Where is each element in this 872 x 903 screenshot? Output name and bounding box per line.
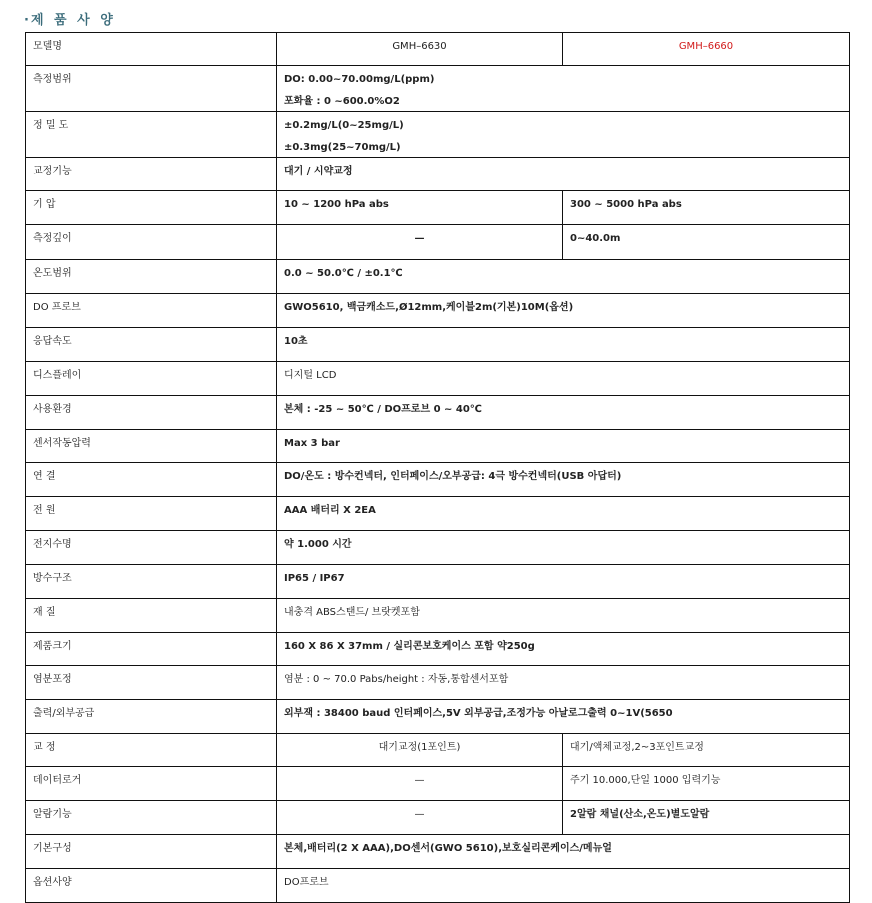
row-label: 온도범위 bbox=[33, 268, 72, 279]
table-row bbox=[26, 328, 850, 362]
row-label: 옵션사양 bbox=[33, 877, 72, 888]
row-label: 기본구성 bbox=[33, 843, 72, 854]
row-value-a: — bbox=[414, 775, 425, 786]
row-value: 약 1.000 시간 bbox=[284, 539, 352, 550]
row-value: ±0.2mg/L(0~25mg/L) bbox=[284, 120, 404, 131]
row-label: 기 압 bbox=[33, 199, 56, 210]
model-b: GMH–6660 bbox=[563, 33, 850, 66]
table-row bbox=[26, 260, 850, 294]
table-row bbox=[26, 362, 850, 396]
row-value-a: — bbox=[414, 233, 425, 244]
table-row-header bbox=[26, 33, 850, 66]
row-value: 디지털 LCD bbox=[284, 370, 337, 381]
row-label: 알람기능 bbox=[33, 809, 72, 820]
table-row bbox=[26, 66, 850, 112]
row-value: 0.0 ~ 50.0℃ / ±0.1℃ bbox=[284, 268, 403, 279]
table-row bbox=[26, 112, 850, 158]
row-label: 제품크기 bbox=[33, 641, 72, 652]
row-value: GWO5610, 백금캐소드,Ø12mm,케이블2m(기본)10M(옵션) bbox=[284, 302, 574, 313]
table-row bbox=[26, 531, 850, 565]
row-label: 정 밀 도 bbox=[33, 120, 69, 131]
row-value-a: 10 ~ 1200 hPa abs bbox=[284, 199, 389, 210]
row-label: 사용환경 bbox=[33, 404, 72, 415]
row-value: 10초 bbox=[284, 336, 308, 347]
row-value-b: 2알람 채널(산소,온도)별도알람 bbox=[570, 809, 710, 820]
row-value: DO: 0.00~70.00mg/L(ppm) bbox=[284, 74, 435, 85]
table-row bbox=[26, 767, 850, 801]
row-value: 내충격 ABS스탠드/ 브랏켓포함 bbox=[284, 607, 420, 618]
row-label: 측정범위 bbox=[33, 74, 72, 85]
table-row bbox=[26, 497, 850, 531]
table-row bbox=[26, 565, 850, 599]
table-row bbox=[26, 599, 850, 633]
row-value: 160 X 86 X 37mm / 실리콘보호케이스 포함 약250g bbox=[284, 641, 535, 652]
table-row bbox=[26, 700, 850, 734]
row-label: DO 프로브 bbox=[33, 302, 81, 313]
row-label: 측정깊이 bbox=[33, 233, 72, 244]
row-label: 데이터로거 bbox=[33, 775, 82, 786]
row-value: IP65 / IP67 bbox=[284, 573, 345, 584]
row-value: 대기 / 시약교정 bbox=[284, 166, 353, 177]
row-value-b: 주기 10.000,단일 1000 입력기능 bbox=[570, 775, 721, 786]
row-value-b: 대기/액체교정,2~3포인트교정 bbox=[570, 742, 704, 753]
row-label: 방수구조 bbox=[33, 573, 72, 584]
table-row bbox=[26, 801, 850, 835]
row-label: 전지수명 bbox=[33, 539, 72, 550]
section-title: · 제 품 사 양 bbox=[24, 13, 116, 28]
row-label: 교정기능 bbox=[33, 166, 72, 177]
row-value: 외부잭 : 38400 baud 인터페이스,5V 외부공급,조정가능 아날로그출력 0~1V(5650 bbox=[284, 708, 673, 719]
row-value: Max 3 bar bbox=[284, 438, 340, 449]
table-row bbox=[26, 158, 850, 191]
row-label: 교 정 bbox=[33, 742, 56, 753]
row-label: 센서작동압력 bbox=[33, 438, 91, 449]
row-label: 응답속도 bbox=[33, 336, 72, 347]
table-row bbox=[26, 396, 850, 430]
table-row bbox=[26, 225, 850, 260]
table-row bbox=[26, 835, 850, 869]
row-value-2: 포화율 : 0 ~600.0%O2 bbox=[284, 96, 400, 107]
header-label: 모델명 bbox=[26, 33, 277, 66]
table-row bbox=[26, 430, 850, 463]
row-value: 본체,배터리(2 X AAA),DO센서(GWO 5610),보호실리콘케이스/메뉴얼 bbox=[284, 843, 612, 854]
row-label: 디스플레이 bbox=[33, 370, 82, 381]
table-row bbox=[26, 869, 850, 903]
row-label: 재 질 bbox=[33, 607, 56, 618]
table-row bbox=[26, 666, 850, 700]
row-value-a: 대기교정(1포인트) bbox=[378, 742, 461, 753]
row-value: DO/온도 : 방수컨넥터, 인터페이스/오부공급: 4극 방수컨넥터(USB 아답터) bbox=[284, 471, 622, 482]
table-row bbox=[26, 633, 850, 666]
row-label: 염분포정 bbox=[33, 674, 72, 685]
row-value-b: 300 ~ 5000 hPa abs bbox=[570, 199, 682, 210]
table-row bbox=[26, 463, 850, 497]
row-label: 전 원 bbox=[33, 505, 56, 516]
row-value: 본체 : -25 ~ 50℃ / DO프로브 0 ~ 40℃ bbox=[284, 404, 482, 415]
row-label: 연 결 bbox=[33, 471, 56, 482]
table-row bbox=[26, 191, 850, 225]
row-label: 출력/외부공급 bbox=[33, 708, 95, 719]
model-a: GMH–6630 bbox=[277, 33, 563, 66]
row-value-a: — bbox=[414, 809, 425, 820]
row-value: AAA 배터리 X 2EA bbox=[284, 505, 376, 516]
row-value: 염분 : 0 ~ 70.0 Pabs/height : 자동,통합센서포함 bbox=[284, 674, 509, 685]
spec-table bbox=[25, 32, 850, 903]
row-value-2: ±0.3mg(25~70mg/L) bbox=[284, 142, 401, 153]
row-value-b: 0~40.0m bbox=[570, 233, 621, 244]
row-value: DO프로브 bbox=[284, 877, 329, 888]
table-row bbox=[26, 294, 850, 328]
table-row bbox=[26, 734, 850, 767]
